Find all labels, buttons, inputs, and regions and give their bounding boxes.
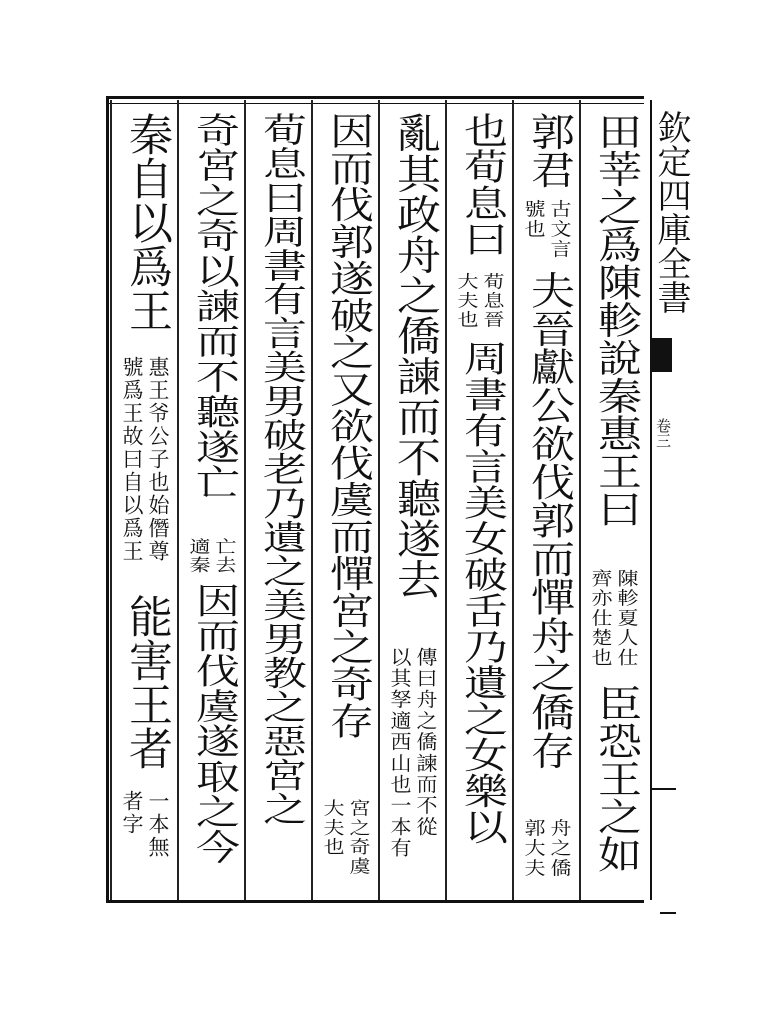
juan-number: 卷三 [654,418,672,448]
annotation-left: 號爲王故曰自以爲王 [120,356,144,563]
annotation-right: 宮之奇虞 [347,799,371,877]
margin-tick [660,912,676,914]
main-text: 夫晉獻公欲伐郭而憚舟之僑存 [523,270,574,770]
text-column [518,112,576,879]
margin-title: 欽定四庫全書 [651,110,691,314]
column-rule [579,100,581,900]
annotation-right: 舟之僑 [548,818,572,879]
annotation-left: 大夫也 [321,799,345,857]
annotation-left: 齊亦仕楚也 [589,568,613,668]
main-text: 因而伐虞遂取之今 [188,582,239,864]
main-text: 周書有言美女破舌乃遺之女樂以 [456,339,507,845]
column-rule [378,100,380,900]
main-text: 秦自以爲王 [121,112,172,332]
column-rule [177,100,179,900]
annotation-right: 荀息晉 [481,272,505,330]
main-text: 能害王者 [121,594,172,770]
column-rule [512,100,514,900]
annotation-right: 傳曰舟之僑諫而不從 [414,646,438,838]
annotation-left: 者字 [120,790,144,836]
column-rule [244,100,246,900]
main-text: 田莘之爲陳軫說秦惠王曰 [590,112,641,528]
fish-tail-mark [650,338,672,372]
annotation-right: 惠王爷公子也始僭尊 [146,356,170,563]
annotation-left: 號也 [522,199,546,240]
margin-tick [650,788,676,790]
frame-left-border [106,96,109,903]
annotation-left: 郭大夫 [522,818,546,879]
main-text: 也荀息曰 [456,112,507,257]
annotation-right: 一本無 [146,790,170,859]
text-column [116,112,174,892]
frame-top-border [108,96,644,99]
text-column [317,112,375,877]
annotation-left: 以其孥適西山也一本有 [388,646,412,859]
annotation-right: 古文言 [548,199,572,260]
annotation-right: 亡去 [213,537,237,575]
annotation-left: 適秦 [187,537,211,575]
main-text: 荀息曰周書有言美男破老乃遺之美男教之惡宮之 [255,112,306,826]
text-column [384,112,442,859]
main-text: 因而伐郭遂破之又欲伐虞而憚宮之奇存 [322,112,373,739]
main-text: 奇宮之奇以諫而不聽遂亡 [188,112,239,500]
column-rule [110,100,112,900]
text-column [451,112,509,845]
column-rule [311,100,313,900]
annotation-left: 大夫也 [455,272,479,330]
text-column [585,112,643,874]
text-column [183,112,241,864]
main-text: 郭君 [523,112,574,189]
frame-bottom-border [108,900,644,903]
main-text: 臣恐王之如 [590,684,641,874]
frame-top-inner-border [108,103,644,104]
annotation-right: 陳軫夏人仕 [615,568,639,668]
column-rule [445,100,447,900]
text-column [250,112,308,826]
main-text: 亂其政舟之僑諫而不聽遂去 [389,112,440,599]
